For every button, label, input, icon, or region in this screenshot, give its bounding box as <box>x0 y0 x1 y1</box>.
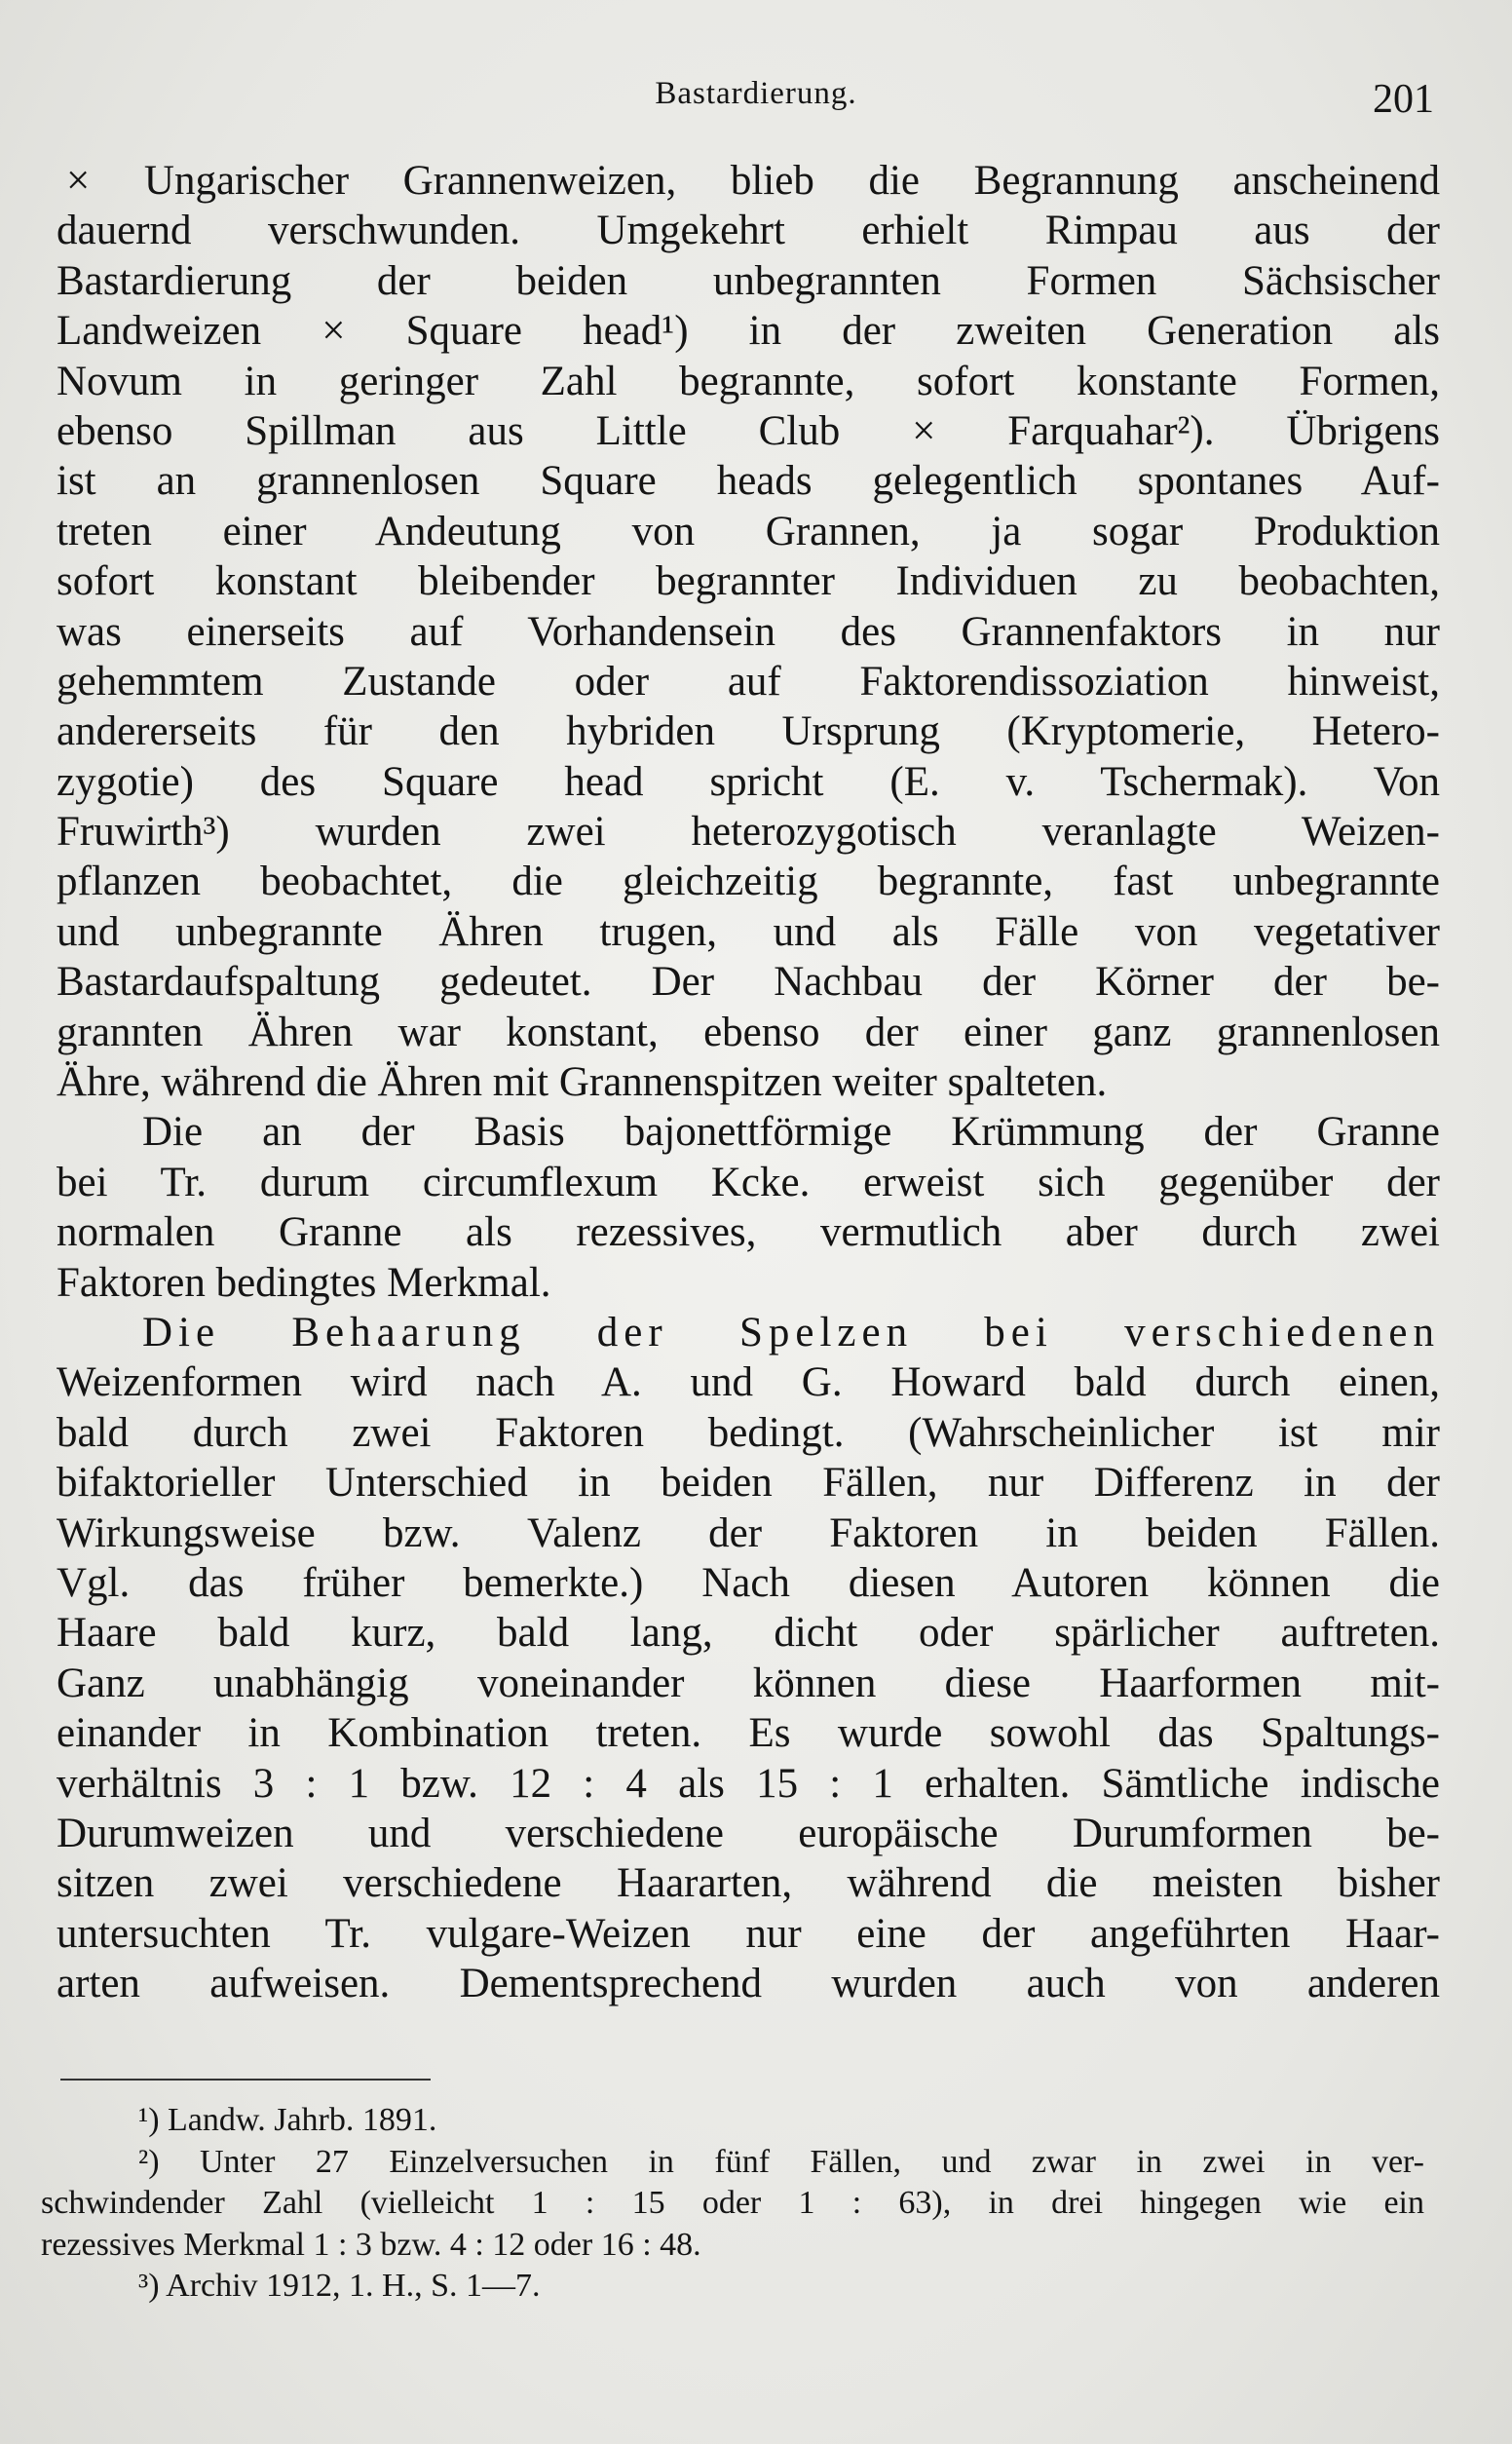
text-line: Bastardaufspaltung gedeutet. Der Nachbau der Körner der be- <box>57 959 1440 1006</box>
text-line: ebenso Spillman aus Little Club × Farquahar²). Übrigens <box>57 407 1440 454</box>
footnote-divider <box>60 2079 431 2081</box>
footnote: rezessives Merkmal 1 : 3 bzw. 4 : 12 oder 16 : 48. <box>41 2226 701 2263</box>
text-line: Weizenformen wird nach A. und G. Howard bald durch einen, <box>57 1359 1440 1406</box>
text-line: Vgl. das früher bemerkte.) Nach diesen Autoren können die <box>57 1559 1440 1606</box>
text-line: andererseits für den hybriden Ursprung (Kryptomerie, Hetero- <box>57 708 1440 755</box>
text-line: Fruwirth³) wurden zwei heterozygotisch veranlagte Weizen- <box>57 809 1440 856</box>
text-line: arten aufweisen. Dementsprechend wurden auch von anderen <box>57 1961 1440 2007</box>
text-line: Durumweizen und verschiedene europäische Durumformen be- <box>57 1810 1440 1856</box>
text-line: und unbegrannte Ähren trugen, und als Fälle von vegetativer <box>57 908 1440 955</box>
footnote: schwindender Zahl (vielleicht 1 : 15 oder 1 : 63), in drei hingegen wie ein <box>41 2185 1424 2221</box>
text-line: ist an grannenlosen Square heads gelegentlich spontanes Auf- <box>57 458 1440 505</box>
page-number: 201 <box>1373 77 1434 122</box>
text-line: bei Tr. durum circumflexum Kcke. erweist sich gegenüber der <box>57 1159 1440 1205</box>
text-line: dauernd verschwunden. Umgekehrt erhielt Rimpau aus der <box>57 208 1440 254</box>
text-line: normalen Granne als rezessives, vermutlich aber durch zwei <box>57 1209 1440 1256</box>
footnotes <box>41 2100 1424 2308</box>
footnote: ³) Archiv 1912, 1. H., S. 1—7. <box>138 2268 541 2304</box>
text-line: bifaktorieller Unterschied in beiden Fällen, nur Differenz in der <box>57 1460 1440 1507</box>
running-title: Bastardierung. <box>655 76 857 111</box>
text-line: was einerseits auf Vorhandensein des Grannenfaktors in nur <box>57 608 1440 655</box>
text-line: untersuchten Tr. vulgare-Weizen nur eine der angeführten Haar- <box>57 1910 1440 1957</box>
text-line: pflanzen beobachtet, die gleichzeitig begrannte, fast unbegrannte <box>57 859 1440 905</box>
text-line: gehemmtem Zustande oder auf Faktorendissoziation hinweist, <box>57 658 1440 705</box>
text-line: Novum in geringer Zahl begrannte, sofort konstante Formen, <box>57 358 1440 404</box>
text-line: treten einer Andeutung von Grannen, ja sogar Produktion <box>57 508 1440 554</box>
paragraph-start-line: Die an der Basis bajonettförmige Krümmung der Granne <box>142 1109 1440 1156</box>
text-line: zygotie) des Square head spricht (E. v. Tschermak). Von <box>57 758 1440 805</box>
text-line: Landweizen × Square head¹) in der zweiten Generation als <box>57 308 1440 355</box>
footnote: ²) Unter 27 Einzelversuchen in fünf Fällen, und zwar in zwei in ver- <box>138 2143 1424 2180</box>
text-line: Wirkungsweise bzw. Valenz der Faktoren in beiden Fällen. <box>57 1509 1440 1556</box>
page-header <box>0 70 1512 129</box>
text-line: Haare bald kurz, bald lang, dicht oder spärlicher auftreten. <box>57 1610 1440 1657</box>
paragraph-start-line: Die Behaarung der Spelzen bei verschiedenen <box>142 1309 1440 1356</box>
text-line: Ähre, während die Ähren mit Grannenspitzen weiter spalteten. <box>57 1059 1108 1106</box>
text-line: Bastardierung der beiden unbegrannten Formen Sächsischer <box>57 257 1440 304</box>
text-line: einander in Kombination treten. Es wurde sowohl das Spaltungs- <box>57 1710 1440 1757</box>
footnote: ¹) Landw. Jahrb. 1891. <box>138 2102 437 2138</box>
text-line: sitzen zwei verschiedene Haararten, während die meisten bisher <box>57 1860 1440 1907</box>
text-line: Faktoren bedingtes Merkmal. <box>57 1259 551 1306</box>
text-line: sofort konstant bleibender begrannter Individuen zu beobachten, <box>57 558 1440 605</box>
body-text <box>57 156 1440 2008</box>
text-line: grannten Ähren war konstant, ebenso der einer ganz grannenlosen <box>57 1009 1440 1055</box>
text-line: bald durch zwei Faktoren bedingt. (Wahrscheinlicher ist mir <box>57 1409 1440 1456</box>
text-line: × Ungarischer Grannenweizen, blieb die Begrannung anscheinend <box>66 158 1440 204</box>
text-line: Ganz unabhängig voneinander können diese Haarformen mit- <box>57 1660 1440 1706</box>
text-line: verhältnis 3 : 1 bzw. 12 : 4 als 15 : 1 erhalten. Sämtliche indische <box>57 1760 1440 1807</box>
